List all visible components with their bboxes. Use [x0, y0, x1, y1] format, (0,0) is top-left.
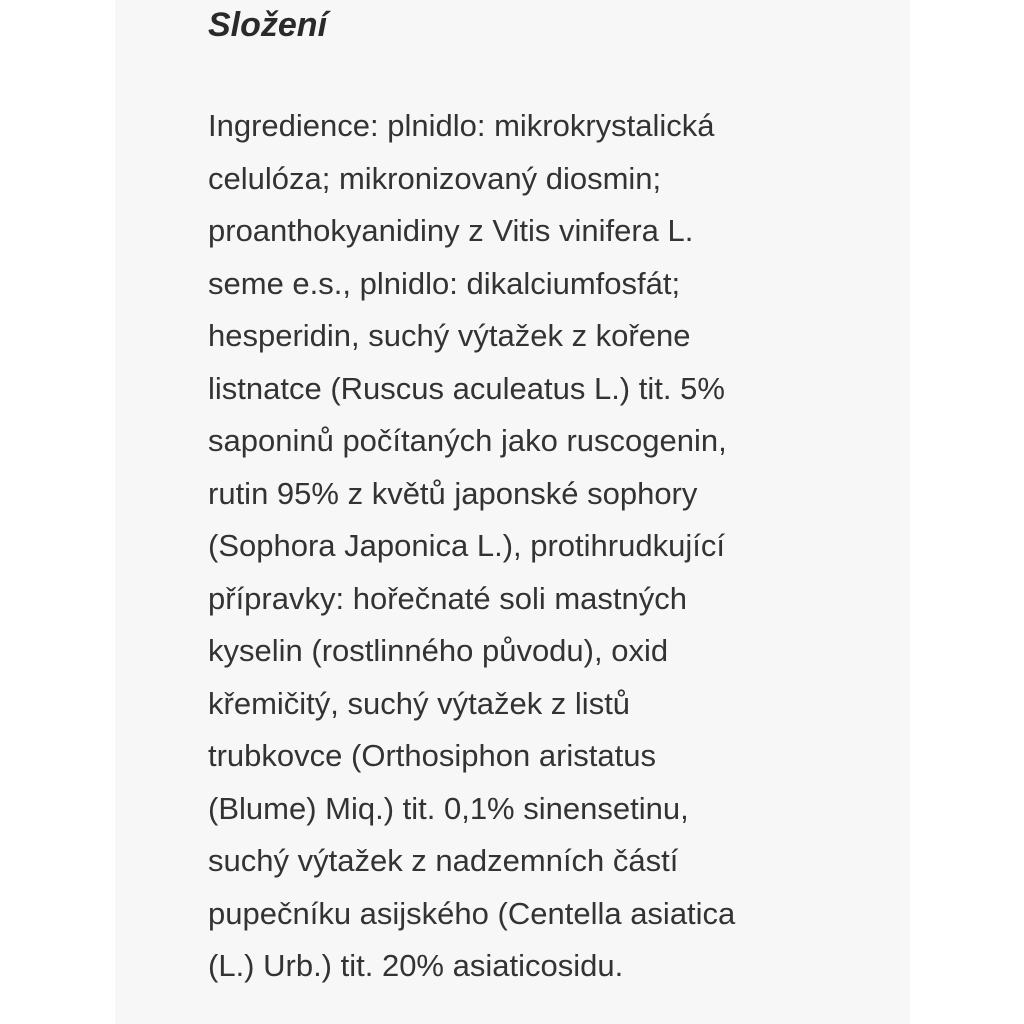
ingredients-line: saponinů počítaných jako ruscogenin, [208, 423, 727, 458]
ingredients-line: Ingredience: plnidlo: mikrokrystalická [208, 108, 715, 143]
ingredients-line: hesperidin, suchý výtažek z kořene [208, 318, 691, 353]
ingredients-line: rutin 95% z květů japonské sophory [208, 475, 698, 511]
ingredients-line: trubkovce (Orthosiphon aristatus [208, 738, 656, 773]
ingredients-line: přípravky: hořečnaté soli mastných [208, 580, 687, 616]
ingredients-line: kyselin (rostlinného původu), oxid [208, 633, 669, 668]
section-title: Složení [208, 6, 328, 44]
ingredients-line: seme e.s., plnidlo: dikalciumfosfát; [208, 265, 681, 301]
ingredients-line: křemičitý, suchý výtažek z listů [208, 685, 631, 721]
ingredients-line: (Sophora Japonica L.), protihrudkující [208, 528, 725, 563]
ingredients-line: listnatce (Ruscus aculeatus L.) tit. 5% [208, 370, 725, 406]
ingredients-line: (Blume) Miq.) tit. 0,1% sinensetinu, [208, 790, 689, 826]
ingredients-line: (L.) Urb.) tit. 20% asiaticosidu. [208, 948, 624, 983]
ingredients-text [208, 100, 868, 993]
ingredients-line: celulóza; mikronizovaný diosmin; [208, 160, 662, 196]
ingredients-line: proanthokyanidiny z Vitis vinifera L. [208, 213, 694, 248]
ingredients-line: suchý výtažek z nadzemních částí [208, 843, 679, 878]
ingredients-line: pupečníku asijského (Centella asiatica [208, 895, 736, 931]
